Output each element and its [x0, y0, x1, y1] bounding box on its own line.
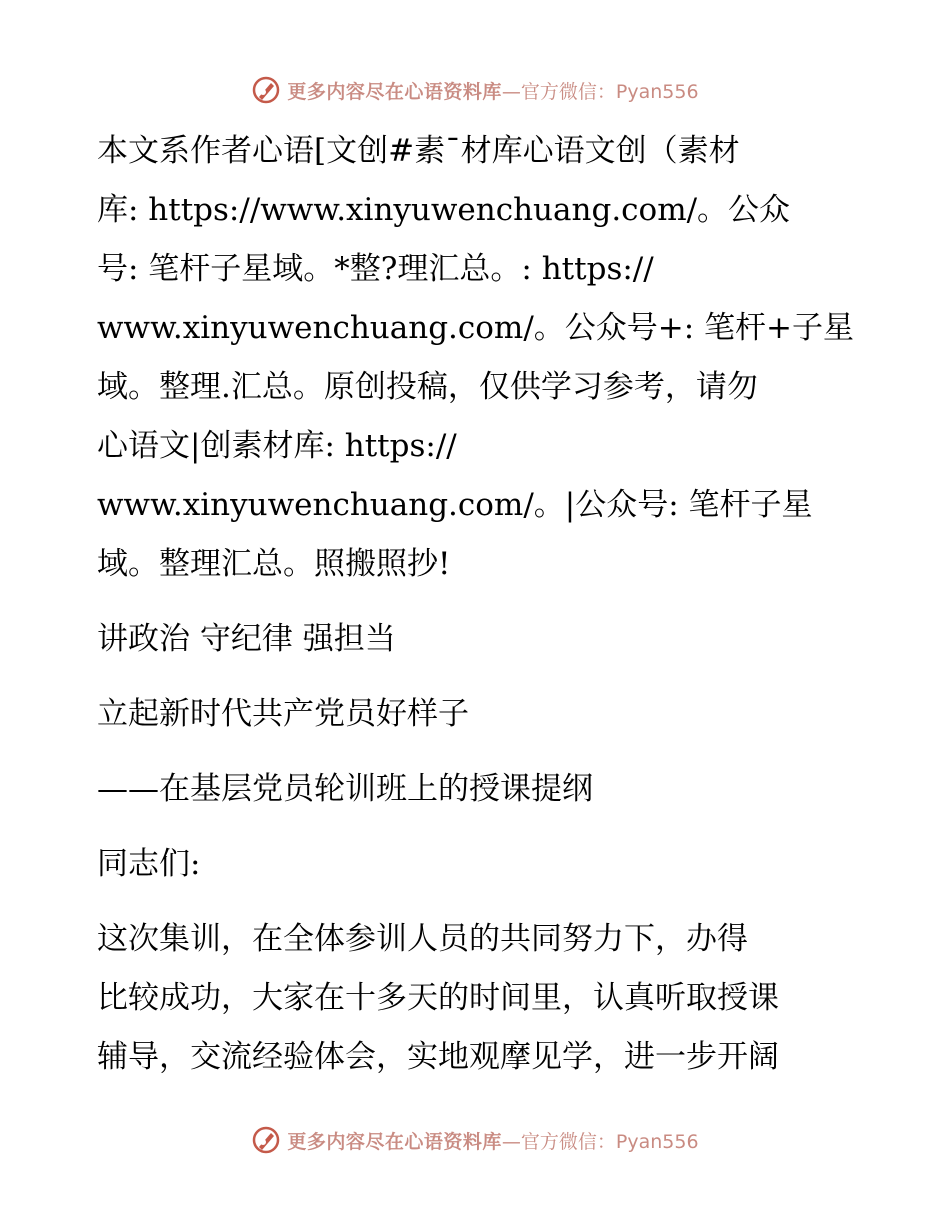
disclaimer-line: www.xinyuwenchuang.com/。公众号+: 笔杆+子星 [97, 310, 855, 346]
article-subheading: 立起新时代共产党员好样子 [97, 696, 469, 732]
disclaimer-line: www.xinyuwenchuang.com/。|公众号: 笔杆子星 [97, 487, 813, 523]
disclaimer-line: 域。整理汇总。照搬照抄! [97, 546, 451, 582]
body-line: 比较成功，大家在十多天的时间里，认真听取授课 [97, 980, 779, 1016]
article-heading: 讲政治 守纪律 强担当 [97, 621, 396, 657]
disclaimer-line: 域。整理.汇总。原创投稿，仅供学习参考，请勿 [97, 369, 758, 405]
pen-seal-logo-icon [251, 1125, 281, 1155]
watermark-text: 更多内容尽在心语资料库 [287, 80, 502, 103]
disclaimer-line: 号: 笔杆子星域。*整?理汇总。: https:// [97, 251, 654, 287]
document-body [97, 122, 857, 1087]
disclaimer-line: 心语文|创素材库: https:// [97, 428, 457, 464]
watermark-footer [0, 1120, 950, 1160]
watermark-contact: —官方微信：Pyan556 [501, 80, 699, 103]
disclaimer-line: 本文系作者心语[文创#素¯材库心语文创（素材 [97, 133, 740, 169]
body-line: 这次集训，在全体参训人员的共同努力下，办得 [97, 921, 748, 957]
body-line: 辅导，交流经验体会，实地观摩见学，进一步开阔 [97, 1039, 779, 1075]
salutation: 同志们: [97, 846, 201, 882]
watermark-header [0, 70, 950, 110]
pen-seal-logo-icon [251, 75, 281, 105]
article-subtitle: ——在基层党员轮训班上的授课提纲 [97, 771, 593, 807]
disclaimer-line: 库: https://www.xinyuwenchuang.com/。公众 [97, 192, 791, 228]
watermark-text: 更多内容尽在心语资料库 [287, 1130, 502, 1153]
watermark-contact: —官方微信：Pyan556 [501, 1130, 699, 1153]
